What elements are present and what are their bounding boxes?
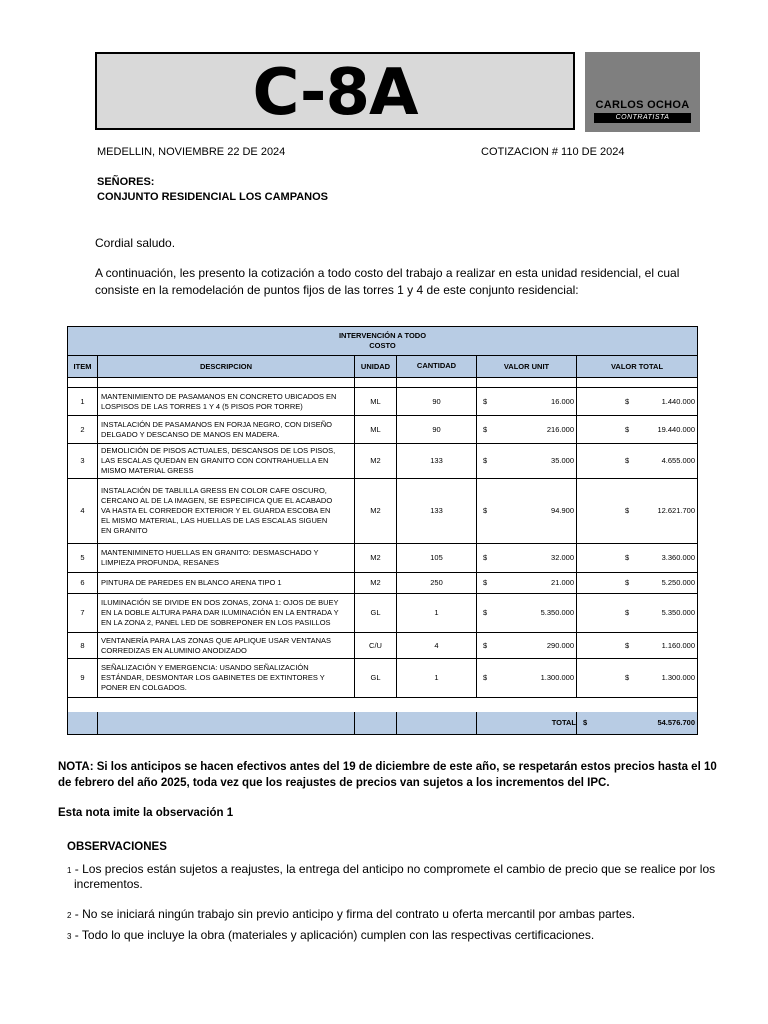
description-text xyxy=(101,598,339,628)
description-line: VENTANERÍA PARA LAS ZONAS QUE APLIQUE USAR VENTANAS xyxy=(101,635,332,645)
row-total xyxy=(577,573,697,594)
greeting: Cordial saludo. xyxy=(95,236,176,250)
row-description xyxy=(98,388,355,416)
observation-text: - Los precios están sujetos a reajustes, la entrega del anticipo no compromete el cambio de precio que se realice por los xyxy=(71,862,716,876)
row-item: 3 xyxy=(68,444,98,479)
total-value: 4.655.000 xyxy=(661,456,695,465)
observation-number: 2 xyxy=(67,911,72,920)
nota-limit: Esta nota imite la observación 1 xyxy=(58,807,234,819)
total-value: 12.621.700 xyxy=(657,506,695,515)
description-line: EN LA ZONA 2, PANEL LED DE SOBREPONER EN LOS PASILLOS xyxy=(101,618,331,627)
row-total xyxy=(577,388,697,416)
nota-line-1: NOTA: Si los anticipos se hacen efectivos antes del 19 de diciembre de este año, se respetarán estos precios hasta el 10 xyxy=(58,761,717,773)
spacer-cell xyxy=(577,378,697,388)
col-header-unit: UNIDAD xyxy=(355,356,397,378)
row-qty: 1 xyxy=(397,594,477,633)
row-description xyxy=(98,479,355,544)
currency-symbol: $ xyxy=(625,553,630,562)
spacer-cell xyxy=(68,378,98,388)
spacer-cell xyxy=(397,378,477,388)
observation-number: 1 xyxy=(67,866,72,875)
row-unit: ML xyxy=(355,388,397,416)
row-unit: M2 xyxy=(355,573,397,594)
row-description xyxy=(98,573,355,594)
description-text xyxy=(101,486,332,536)
currency-symbol: $ xyxy=(483,608,488,617)
row-item: 6 xyxy=(68,573,98,594)
total-value: 3.360.000 xyxy=(661,553,695,562)
total-value: 1.440.000 xyxy=(661,396,695,406)
total-row-cell xyxy=(397,712,477,734)
description-line: EN GRANITO xyxy=(101,526,148,535)
description-line: INSTALACIÓN DE PASAMANOS EN FORJA NEGRO, CON DISEÑO xyxy=(101,419,333,429)
row-qty: 90 xyxy=(397,388,477,416)
col-header-desc: DESCRIPCION xyxy=(98,356,355,378)
row-unit: M2 xyxy=(355,544,397,573)
quote-number: COTIZACION # 110 DE 2024 xyxy=(481,146,625,158)
row-unit-price xyxy=(477,479,577,544)
col-header-unit-price: VALOR UNIT xyxy=(477,356,577,378)
row-description xyxy=(98,544,355,573)
row-unit: GL xyxy=(355,594,397,633)
grand-total: 54.576.700 xyxy=(657,718,695,727)
observation-1-continued: incrementos. xyxy=(74,877,143,891)
currency-symbol: $ xyxy=(483,506,488,515)
col-header-item: ITEM xyxy=(68,356,98,378)
description-line: DELGADO Y DESCANSO DE MANOS EN MADERA. xyxy=(101,429,280,439)
unit-price-value: 1.300.000 xyxy=(540,673,574,682)
total-value: 5.350.000 xyxy=(661,608,695,617)
col-header-total: VALOR TOTAL xyxy=(577,356,697,378)
observation-3 xyxy=(67,927,594,945)
unit-price-value: 94.900 xyxy=(551,506,574,515)
group-header-line-1: INTERVENCIÓN A TODO xyxy=(338,331,427,340)
unit-price-value: 21.000 xyxy=(551,578,574,587)
total-row-cell xyxy=(98,712,355,734)
company-logo xyxy=(585,52,700,132)
row-qty: 90 xyxy=(397,416,477,444)
row-unit: M2 xyxy=(355,479,397,544)
intro-line-1: A continuación, les presento la cotización a todo costo del trabajo a realizar en esta unidad residencial, el cual xyxy=(95,266,680,280)
row-unit-price xyxy=(477,594,577,633)
description-line: CERCANO AL DE LA IMAGEN, SE ESPECIFICA QUE EL ACABADO xyxy=(101,496,333,505)
unit-price-value: 216.000 xyxy=(546,424,574,434)
spacer-cell xyxy=(98,378,355,388)
currency-symbol: $ xyxy=(625,673,630,682)
row-unit-price xyxy=(477,416,577,444)
description-text xyxy=(101,548,319,568)
description-line: MISMO MATERIAL GRESS xyxy=(101,466,194,475)
unit-price-value: 290.000 xyxy=(546,640,574,650)
description-line: CORREDIZAS EN ALUMINIO ANODIZADO xyxy=(101,645,247,655)
description-line: ESTÁNDAR, DESMONTAR LOS GABINETES DE EXTINTORES Y xyxy=(101,673,325,682)
observation-text: - No se iniciará ningún trabajo sin previo anticipo y firma del contrato u oferta mercantil por ambas partes. xyxy=(71,907,636,921)
row-unit-price xyxy=(477,388,577,416)
description-line: MANTENIMINETO HUELLAS EN GRANITO: DESMASCHADO Y xyxy=(101,548,319,557)
currency-symbol: $ xyxy=(483,424,488,434)
total-label: TOTAL xyxy=(477,712,577,734)
row-qty: 4 xyxy=(397,633,477,659)
total-value: 1.160.000 xyxy=(661,640,695,650)
currency-symbol: $ xyxy=(625,578,630,587)
nota-line-2: de febrero del año 2025, toda vez que los reajustes de precios van sujetos a los incrementos del IPC. xyxy=(58,777,610,789)
row-description xyxy=(98,659,355,698)
row-item: 5 xyxy=(68,544,98,573)
description-text xyxy=(101,636,331,656)
unit-price-value: 32.000 xyxy=(551,553,574,562)
currency-symbol: $ xyxy=(483,673,488,682)
description-line: PINTURA DE PAREDES EN BLANCO ARENA TIPO 1 xyxy=(101,578,282,587)
row-total xyxy=(577,444,697,479)
logo-company-name: CARLOS OCHOA xyxy=(595,99,690,111)
description-line: VA HASTA EL CORREDOR EXTERIOR Y EL GUARDA ESCOBA EN xyxy=(101,506,331,515)
total-row-cell xyxy=(355,712,397,734)
description-line: ILUMINACIÓN SE DIVIDE EN DOS ZONAS, ZONA 1: OJOS DE BUEY xyxy=(101,598,339,607)
currency-symbol: $ xyxy=(625,640,630,650)
recipient-salutation: SEÑORES: xyxy=(97,176,155,188)
row-unit-price xyxy=(477,444,577,479)
description-line: LOSPISOS DE LAS TORRES 1 Y 4 (5 PISOS POR TORRE) xyxy=(101,401,303,411)
row-total xyxy=(577,544,697,573)
currency-symbol: $ xyxy=(483,396,488,406)
row-unit: C/U xyxy=(355,633,397,659)
row-total xyxy=(577,479,697,544)
row-unit-price xyxy=(477,633,577,659)
row-total xyxy=(577,659,697,698)
description-line: MANTENIMIENTO DE PASAMANOS EN CONCRETO UBICADOS EN xyxy=(101,391,337,401)
row-unit-price xyxy=(477,659,577,698)
currency-symbol: $ xyxy=(483,640,488,650)
group-header-line-2: COSTO xyxy=(369,341,396,350)
description-line: SEÑALIZACIÓN Y EMERGENCIA: USANDO SEÑALIZACIÓN xyxy=(101,663,309,672)
row-unit-price xyxy=(477,573,577,594)
row-item: 7 xyxy=(68,594,98,633)
total-value: 19.440.000 xyxy=(657,424,695,434)
row-description xyxy=(98,633,355,659)
row-qty: 105 xyxy=(397,544,477,573)
total-row-cell xyxy=(68,712,98,734)
document-title: C-8A xyxy=(252,56,418,130)
description-text xyxy=(101,392,336,412)
description-text xyxy=(101,446,335,476)
currency-symbol: $ xyxy=(625,396,630,406)
description-line: DEMOLICIÓN DE PISOS ACTUALES, DESCANSOS DE LOS PISOS, xyxy=(101,446,336,455)
currency-symbol: $ xyxy=(483,456,488,465)
row-total xyxy=(577,633,697,659)
grand-total-cell xyxy=(577,712,697,734)
row-description xyxy=(98,416,355,444)
row-item: 1 xyxy=(68,388,98,416)
document-title-box xyxy=(95,52,575,130)
unit-price-value: 16.000 xyxy=(551,396,574,406)
row-unit: M2 xyxy=(355,444,397,479)
row-item: 2 xyxy=(68,416,98,444)
observation-text: - Todo lo que incluye la obra (materiales y aplicación) cumplen con las respectivas certificaciones. xyxy=(71,928,595,942)
row-description xyxy=(98,444,355,479)
description-text xyxy=(101,663,325,693)
observaciones-title: OBSERVACIONES xyxy=(67,841,167,853)
currency-symbol: $ xyxy=(625,424,630,434)
description-text xyxy=(101,420,332,440)
city-date: MEDELLIN, NOVIEMBRE 22 DE 2024 xyxy=(97,146,286,158)
row-total xyxy=(577,416,697,444)
row-total xyxy=(577,594,697,633)
row-item: 9 xyxy=(68,659,98,698)
description-text xyxy=(101,578,282,588)
intro-line-2: consiste en la remodelación de puntos fijos de las torres 1 y 4 de este conjunto residencial: xyxy=(95,283,579,297)
row-item: 4 xyxy=(68,479,98,544)
row-unit-price xyxy=(477,544,577,573)
row-qty: 1 xyxy=(397,659,477,698)
row-description xyxy=(98,594,355,633)
observation-number: 3 xyxy=(67,932,72,941)
currency-symbol: $ xyxy=(483,553,488,562)
unit-price-value: 5.350.000 xyxy=(540,608,574,617)
row-qty: 250 xyxy=(397,573,477,594)
currency-symbol: $ xyxy=(483,578,488,587)
total-value: 1.300.000 xyxy=(661,673,695,682)
spacer-cell xyxy=(355,378,397,388)
table-group-header xyxy=(68,327,697,356)
unit-price-value: 35.000 xyxy=(551,456,574,465)
quote-table xyxy=(67,326,698,735)
description-line: LAS ESCALAS QUEDAN EN GRANITO CON CONTRAHUELLA EN xyxy=(101,456,329,465)
logo-company-subtitle: CONTRATISTA xyxy=(594,113,691,123)
currency-symbol: $ xyxy=(625,608,630,617)
description-line: INSTALACIÓN DE TABLILLA GRESS EN COLOR CAFE OSCURO, xyxy=(101,486,327,495)
description-line: EN LA DOBLE ALTURA PARA DAR ILUMINACIÓN EN LA ENTRADA Y xyxy=(101,608,339,617)
row-unit: ML xyxy=(355,416,397,444)
observation-1 xyxy=(67,861,715,879)
observation-2 xyxy=(67,906,635,924)
col-header-qty: CANTIDAD xyxy=(397,356,477,378)
currency-symbol: $ xyxy=(625,506,630,515)
row-unit: GL xyxy=(355,659,397,698)
row-qty: 133 xyxy=(397,444,477,479)
description-line: EL MISMO MATERIAL, LAS HUELLAS DE LAS ESCALAS SIGUEN xyxy=(101,516,328,525)
total-value: 5.250.000 xyxy=(661,578,695,587)
spacer-cell xyxy=(477,378,577,388)
recipient-name: CONJUNTO RESIDENCIAL LOS CAMPANOS xyxy=(97,191,329,203)
description-line: LIMPIEZA PROFUNDA, RESANES xyxy=(101,558,219,567)
row-qty: 133 xyxy=(397,479,477,544)
currency-symbol: $ xyxy=(625,456,630,465)
description-line: PONER EN COLGADOS. xyxy=(101,683,187,692)
currency-symbol: $ xyxy=(583,718,588,727)
row-item: 8 xyxy=(68,633,98,659)
